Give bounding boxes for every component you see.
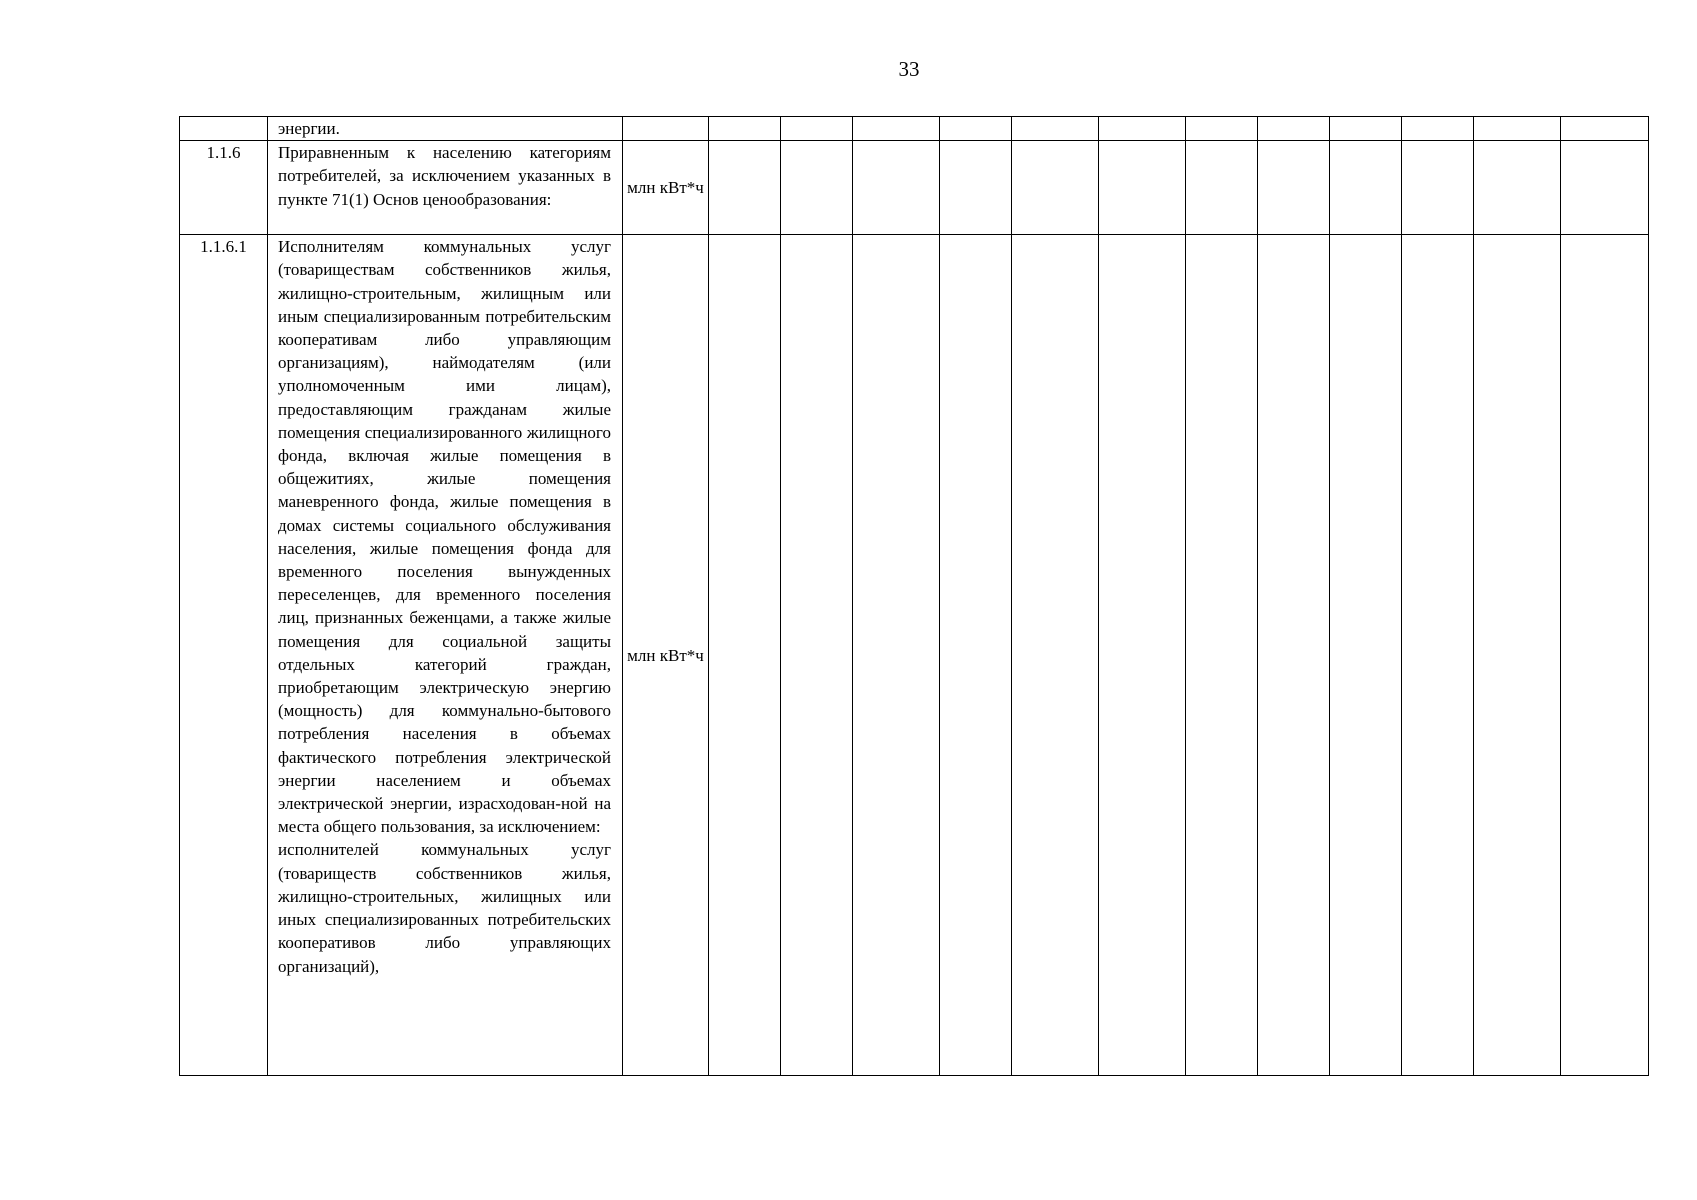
empty-cell	[1258, 235, 1330, 1076]
table-row	[180, 141, 1649, 235]
table-row	[180, 235, 1649, 1076]
row-name	[268, 235, 623, 1076]
empty-cell	[1561, 235, 1649, 1076]
row-name-continued: исполнителей коммунальных услуг (товариществ собственников жилья, жилищно-строительных, жилищных или иных специализированных потребительских кооперативов либо управляющих организаций),	[278, 840, 611, 976]
empty-cell	[781, 235, 853, 1076]
empty-cell	[853, 117, 940, 141]
empty-cell	[1258, 117, 1330, 141]
row-name-text: Приравненным к населению категориям потребителей, за исключением указанных в пункте 71(1) Основ ценообразования:	[278, 143, 611, 209]
empty-cell	[1474, 235, 1561, 1076]
row-name-text: энергии.	[278, 119, 340, 138]
empty-cell	[1402, 117, 1474, 141]
empty-cell	[940, 235, 1012, 1076]
row-number: 1.1.6.1	[180, 235, 268, 1076]
empty-cell	[1330, 235, 1402, 1076]
row-number: 1.1.6	[180, 141, 268, 235]
empty-cell	[1474, 117, 1561, 141]
empty-cell	[1561, 141, 1649, 235]
empty-cell	[709, 235, 781, 1076]
empty-cell	[1099, 235, 1186, 1076]
empty-cell	[1330, 141, 1402, 235]
page-number: 33	[898, 57, 920, 81]
empty-cell	[781, 117, 853, 141]
empty-cell	[781, 141, 853, 235]
row-name	[268, 141, 623, 235]
table-row	[180, 117, 1649, 141]
empty-cell	[1099, 117, 1186, 141]
row-name-text: Исполнителям коммунальных услуг (товариществам собственников жилья, жилищно-строительным, жилищным или иным специализированным потребительским кооперативам либо управляющим организациям), наймодателям (или уполномоченным ими лицам), предоставляющим гражданам жилые помещения специализированного жилищного фонда, включая жилые помещения в общежитиях, жилые помещения маневренного фонда, жилые помещения в домах системы социального обслуживания населения, жилые помещения фонда для временного поселения вынужденных переселенцев, для временного поселения лиц, признанных беженцами, а также жилые помещения для социальной защиты отдельных категорий граждан, приобретающим электрическую энергию (мощность) для коммунально-бытового потребления населения в объемах фактического потребления электрической энергии населением и объемах электрической энергии, израсходован-ной на места общего пользования, за исключением:	[278, 237, 611, 837]
row-unit: млн кВт*ч	[623, 235, 709, 1076]
empty-cell	[940, 141, 1012, 235]
empty-cell	[1402, 235, 1474, 1076]
empty-cell	[1012, 235, 1099, 1076]
row-name	[268, 117, 623, 141]
empty-cell	[1186, 235, 1258, 1076]
row-unit	[623, 117, 709, 141]
empty-cell	[1186, 141, 1258, 235]
row-number	[180, 117, 268, 141]
empty-cell	[1402, 141, 1474, 235]
empty-cell	[1012, 117, 1099, 141]
data-table	[179, 116, 1649, 1076]
empty-cell	[1330, 117, 1402, 141]
empty-cell	[1561, 117, 1649, 141]
empty-cell	[853, 235, 940, 1076]
row-name-clip	[278, 235, 611, 1075]
empty-cell	[1012, 141, 1099, 235]
empty-cell	[1474, 141, 1561, 235]
empty-cell	[1258, 141, 1330, 235]
empty-cell	[709, 117, 781, 141]
empty-cell	[1186, 117, 1258, 141]
empty-cell	[1099, 141, 1186, 235]
row-unit: млн кВт*ч	[623, 141, 709, 235]
empty-cell	[940, 117, 1012, 141]
empty-cell	[853, 141, 940, 235]
empty-cell	[709, 141, 781, 235]
